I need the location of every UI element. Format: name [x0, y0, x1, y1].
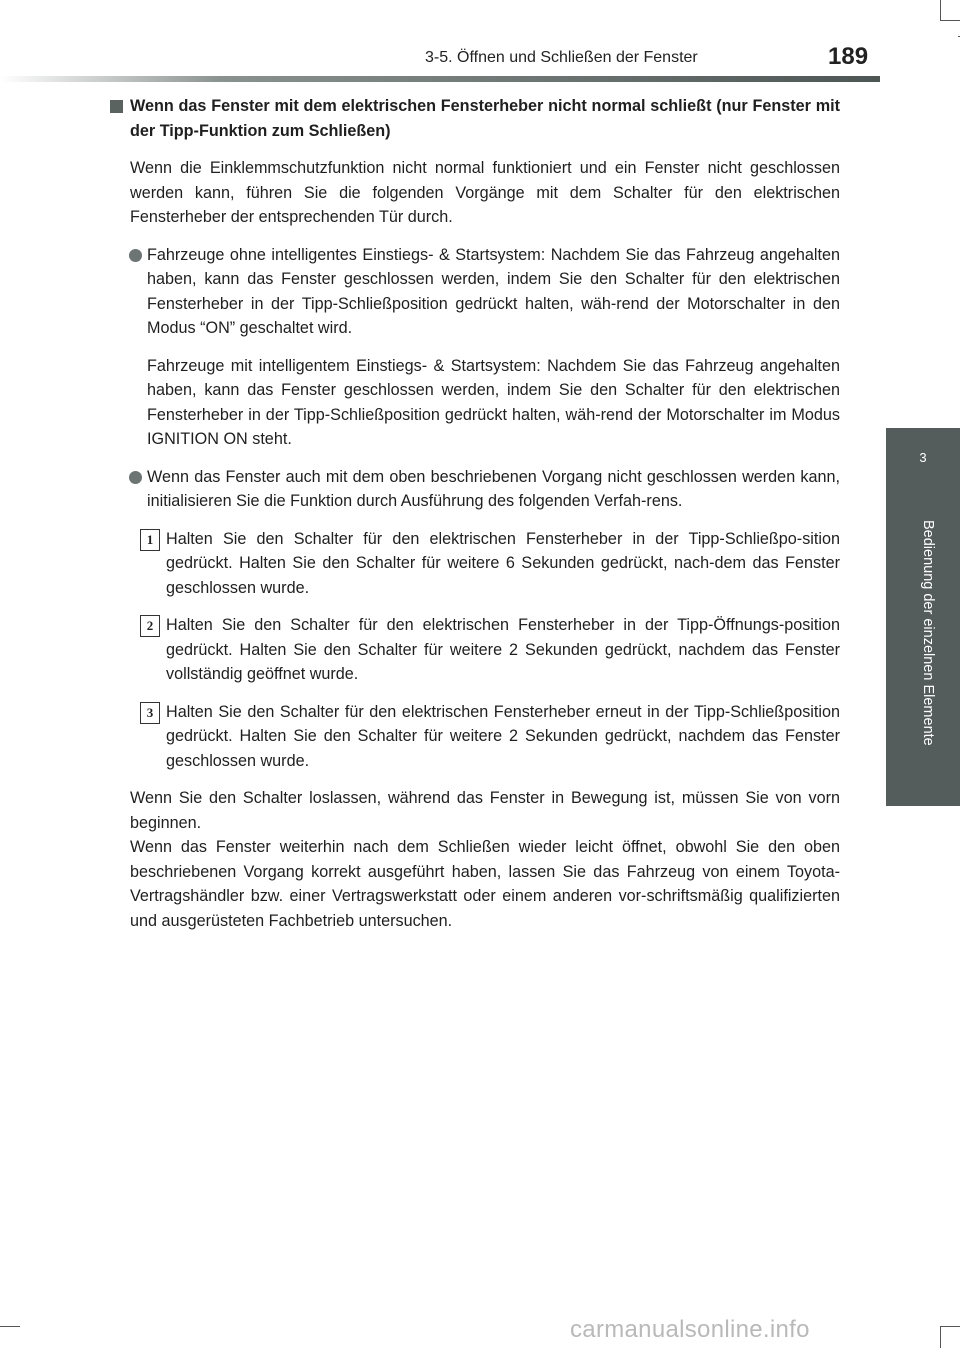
watermark: carmanualsonline.info [570, 1316, 810, 1343]
crop-mark [940, 0, 941, 20]
bullet-item [147, 465, 840, 514]
bullet-item [147, 243, 840, 341]
page-content [130, 94, 840, 933]
bullet-text: Wenn das Fenster auch mit dem oben beschriebenen Vorgang nicht geschlossen werden kann, initialisieren Sie die Funktion durch Ausführung des folgenden Verfah-rens. [147, 467, 840, 510]
bullet-text: Fahrzeuge ohne intelligentes Einstiegs- & Startsystem: Nachdem Sie das Fahrzeug angehalten haben, kann das Fenster geschlossen werden, indem Sie den Schalter für den elektrischen Fensterheber in der Tipp-Schließposition gedrückt halten, wäh-rend der Motorschalter in den Modus “ON” geschaltet wird. [147, 245, 840, 337]
crop-mark [940, 1326, 960, 1327]
step-number-badge: 2 [140, 615, 160, 637]
intro-paragraph: Wenn die Einklemmschutzfunktion nicht normal funktioniert und ein Fenster nicht geschlossen werden kann, führen Sie die folgenden Vorgänge mit dem Schalter für den elektrischen Fensterheber der entsprechenden Tür durch. [130, 159, 840, 226]
crop-mark [0, 1326, 20, 1327]
crop-mark [940, 1326, 941, 1348]
step-item [146, 527, 840, 601]
round-bullet-icon [129, 249, 142, 262]
page-number: 189 [828, 43, 869, 70]
step-number-badge: 3 [140, 702, 160, 724]
step-number-badge: 1 [140, 529, 160, 551]
header-rule [0, 76, 880, 82]
chapter-label: Bedienung der einzelnen Elemente [920, 520, 936, 746]
square-bullet-icon [110, 100, 123, 113]
bullet-continuation: Fahrzeuge mit intelligentem Einstiegs- & Startsystem: Nachdem Sie das Fahrzeug angehalten haben, kann das Fenster geschlossen werden, indem Sie den Schalter für den elektrischen Fensterheber in der Tipp-Schließposition gedrückt halten, wäh-rend der Motorschalter im Modus IGNITION ON steht. [147, 356, 840, 448]
step-text: Halten Sie den Schalter für den elektrischen Fensterheber erneut in der Tipp-Schließposition gedrückt. Halten Sie den Schalter für weitere 2 Sekunden gedrückt, nachdem das Fenster geschlossen wurde. [166, 702, 840, 770]
section-heading-text: Wenn das Fenster mit dem elektrischen Fensterheber nicht normal schließt (nur Fenster mit der Tipp-Funktion zum Schließen) [130, 97, 840, 140]
step-text: Halten Sie den Schalter für den elektrischen Fensterheber in der Tipp-Öffnungs-position gedrückt. Halten Sie den Schalter für weitere 2 Sekunden gedrückt, nachdem das Fenster vollständig geöffnet wurde. [166, 616, 840, 683]
closing-paragraph: Wenn Sie den Schalter loslassen, während das Fenster in Bewegung ist, müssen Sie von vorn beginnen. [130, 789, 840, 832]
chapter-number: 3 [919, 450, 927, 465]
crop-mark [940, 20, 960, 21]
chapter-tab [886, 428, 960, 508]
step-item [146, 613, 840, 687]
step-text: Halten Sie den Schalter für den elektrischen Fensterheber in der Tipp-Schließpo-sition gedrückt. Halten Sie den Schalter für weitere 6 Sekunden gedrückt, nach-dem das Fenster geschlossen wurde. [166, 529, 840, 597]
section-title: 3-5. Öffnen und Schließen der Fenster [425, 49, 698, 66]
round-bullet-icon [129, 471, 142, 484]
section-heading [130, 94, 840, 143]
closing-paragraph: Wenn das Fenster weiterhin nach dem Schließen wieder leicht öffnet, obwohl Sie den oben beschriebenen Vorgang korrekt ausgeführt haben, lassen Sie das Fahrzeug von einem Toyota-Vertragshändler bzw. einer Vertragswerkstatt oder einem anderen vor-schriftsmäßig qualifizierten und ausgerüsteten Fachbetrieb untersuchen. [130, 838, 840, 930]
step-item [146, 700, 840, 774]
